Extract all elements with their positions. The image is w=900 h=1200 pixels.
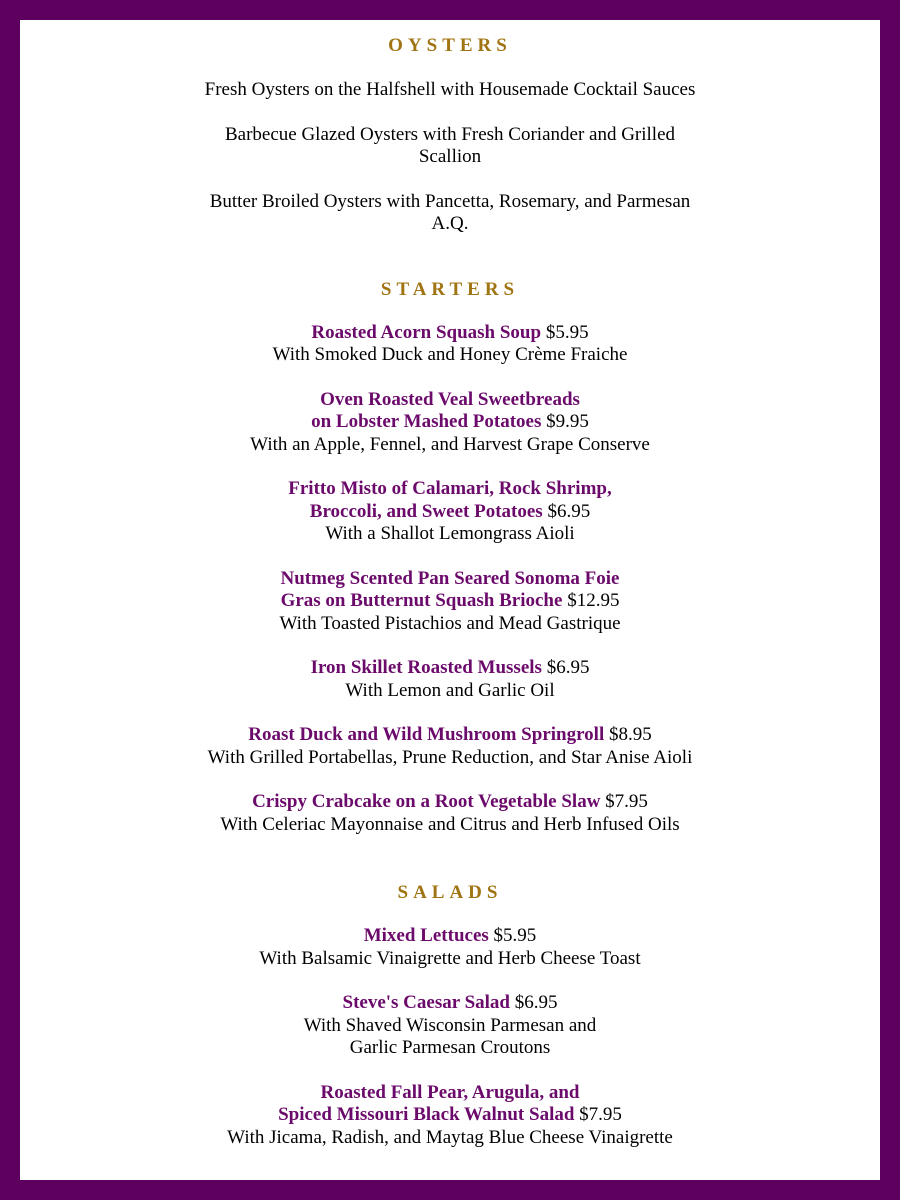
item-description: With Celeriac Mayonnaise and Citrus and Herb Infused Oils: [220, 813, 680, 835]
item-name: Broccoli, and Sweet Potatoes: [309, 500, 543, 522]
item-name: Iron Skillet Roasted Mussels: [310, 657, 542, 678]
item-title-line: [20, 322, 880, 345]
oysters-heading: OYSTERS: [388, 35, 512, 56]
salads-heading: SALADS: [397, 882, 503, 903]
oyster-item: [20, 124, 880, 169]
item-name: Crispy Crabcake on a Root Vegetable Slaw: [252, 791, 601, 812]
oyster-item-text: Scallion: [418, 146, 482, 167]
oyster-item: [20, 191, 880, 236]
starter-item: [20, 568, 880, 636]
starters-heading: STARTERS: [380, 278, 520, 300]
oyster-item: [20, 79, 880, 102]
item-price: $6.95: [514, 992, 558, 1013]
item-description: With Smoked Duck and Honey Crème Fraiche: [272, 344, 628, 365]
oyster-item-text: Fresh Oysters on the Halfshell with Housemade Cocktail Sauces: [204, 79, 696, 100]
oyster-price-note: A.Q.: [431, 213, 469, 234]
item-name: Steve's Caesar Salad: [342, 992, 510, 1013]
item-name: Roasted Acorn Squash Soup: [311, 321, 542, 343]
item-title-line: [20, 657, 880, 680]
item-name: Oven Roasted Veal Sweetbreads: [320, 388, 580, 410]
oysters-section: [20, 20, 880, 236]
starter-item: [20, 389, 880, 457]
starter-item: [20, 724, 880, 769]
item-description: Garlic Parmesan Croutons: [349, 1037, 551, 1058]
item-description: With Shaved Wisconsin Parmesan and: [303, 1014, 597, 1036]
item-description: With Jicama, Radish, and Maytag Blue Cheese Vinaigrette: [227, 1126, 673, 1148]
item-title-line: [20, 992, 880, 1015]
item-title-line: [20, 1104, 880, 1127]
item-description: With Balsamic Vinaigrette and Herb Cheese Toast: [259, 947, 641, 969]
item-price: $8.95: [609, 724, 652, 745]
item-description: With Lemon and Garlic Oil: [345, 679, 555, 701]
starters-section: [20, 278, 880, 837]
item-price: $7.95: [605, 791, 648, 812]
item-name: Mixed Lettuces: [363, 925, 489, 946]
starter-item: [20, 657, 880, 702]
item-price: $12.95: [567, 590, 620, 611]
item-title-line: [20, 925, 880, 948]
item-name: Roasted Fall Pear, Arugula, and: [320, 1081, 580, 1103]
item-description: With a Shallot Lemongrass Aioli: [325, 523, 575, 544]
oyster-item-text: Barbecue Glazed Oysters with Fresh Coriander and Grilled: [224, 123, 676, 145]
item-name: Nutmeg Scented Pan Seared Sonoma Foie: [280, 567, 620, 589]
item-price: $9.95: [546, 411, 589, 432]
item-name: Fritto Misto of Calamari, Rock Shrimp,: [288, 478, 612, 499]
item-title-line: [20, 791, 880, 814]
item-title-line: [20, 501, 880, 524]
salad-item: [20, 1082, 880, 1150]
item-description: With Grilled Portabellas, Prune Reduction, and Star Anise Aioli: [207, 746, 693, 768]
starter-item: [20, 791, 880, 836]
item-price: $5.95: [493, 925, 537, 946]
starter-item: [20, 478, 880, 546]
oyster-item-text: Butter Broiled Oysters with Pancetta, Rosemary, and Parmesan: [209, 190, 691, 212]
salad-item: [20, 925, 880, 970]
item-name: Spiced Missouri Black Walnut Salad: [278, 1104, 575, 1125]
item-name: on Lobster Mashed Potatoes: [311, 411, 542, 432]
salads-section: [20, 881, 880, 1149]
starter-item: [20, 322, 880, 367]
item-price: $7.95: [579, 1104, 622, 1125]
item-price: $5.95: [545, 321, 589, 343]
item-name: Roast Duck and Wild Mushroom Springroll: [248, 724, 605, 745]
item-title-line: [20, 590, 880, 613]
salad-item: [20, 992, 880, 1060]
item-title-line: [20, 411, 880, 434]
item-price: $6.95: [547, 500, 591, 522]
item-description: With an Apple, Fennel, and Harvest Grape Conserve: [250, 433, 650, 455]
item-price: $6.95: [546, 657, 590, 678]
menu-page: [20, 20, 880, 1180]
item-description: With Toasted Pistachios and Mead Gastrique: [279, 612, 621, 634]
item-name: Gras on Butternut Squash Brioche: [280, 590, 563, 611]
item-title-line: [20, 724, 880, 747]
